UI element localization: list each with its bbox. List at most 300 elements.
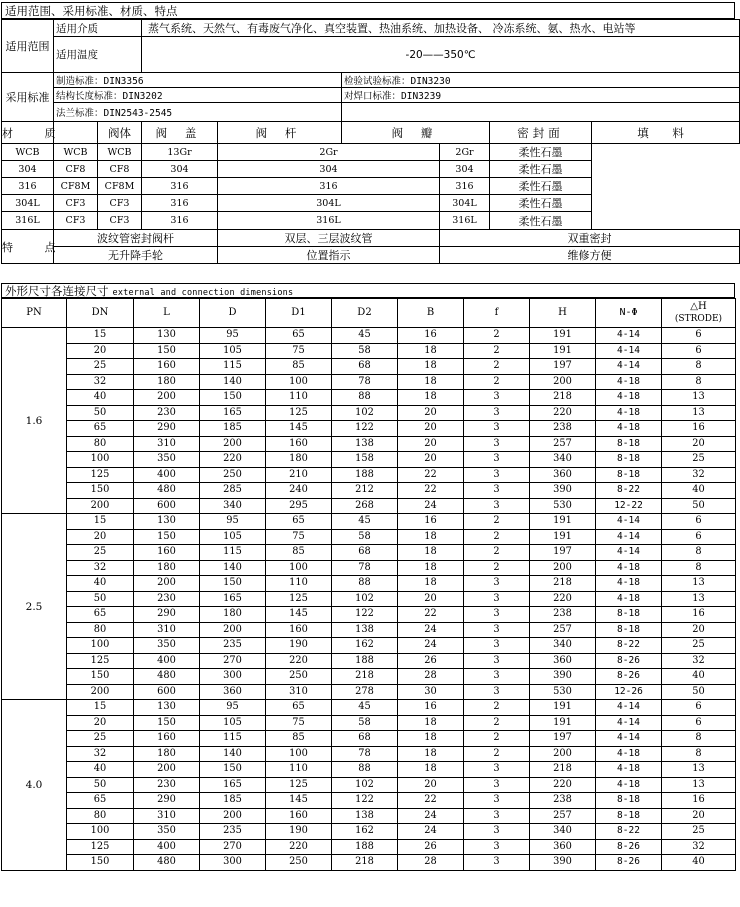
table-cell: 3	[464, 483, 530, 499]
material-cell: 304	[2, 161, 54, 178]
table-cell: 50	[67, 405, 134, 421]
table-cell: 200	[134, 576, 200, 592]
table-cell: 8-18	[596, 436, 662, 452]
table-cell: 400	[134, 839, 200, 855]
table-cell: 3	[464, 855, 530, 871]
table-cell: 310	[134, 808, 200, 824]
table-cell: 4-14	[596, 545, 662, 561]
table-cell: 210	[266, 467, 332, 483]
table-row	[2, 684, 736, 700]
table-cell: 340	[530, 452, 596, 468]
table-row	[2, 498, 736, 514]
table-cell: 18	[398, 390, 464, 406]
table-row	[2, 452, 736, 468]
table-cell: 530	[530, 498, 596, 514]
table-row	[2, 731, 736, 747]
material-cell: 304	[440, 161, 490, 178]
table-cell: 16	[398, 328, 464, 344]
table-cell: 30	[398, 684, 464, 700]
table-cell: 45	[332, 514, 398, 530]
material-cell: 316	[142, 212, 218, 230]
table-row	[2, 529, 736, 545]
table-cell: 12-22	[596, 498, 662, 514]
table-cell: 185	[200, 421, 266, 437]
table-cell: 238	[530, 793, 596, 809]
table-row	[2, 436, 736, 452]
table-cell: 180	[266, 452, 332, 468]
table-cell: 100	[266, 746, 332, 762]
material-row	[2, 144, 740, 161]
table-cell: 230	[134, 405, 200, 421]
table-row	[2, 669, 736, 685]
table-cell: 138	[332, 436, 398, 452]
table-cell: 3	[464, 467, 530, 483]
table-row	[2, 328, 736, 344]
material-cell: CF3	[98, 212, 142, 230]
table-cell: 115	[200, 545, 266, 561]
table-cell: 32	[67, 374, 134, 390]
table-cell: 3	[464, 390, 530, 406]
table-cell: 85	[266, 359, 332, 375]
table-cell: 18	[398, 359, 464, 375]
table-row	[2, 421, 736, 437]
table-cell: 32	[67, 560, 134, 576]
table-cell: 18	[398, 560, 464, 576]
table-cell: 140	[200, 560, 266, 576]
table-cell: 360	[200, 684, 266, 700]
table-cell: 218	[530, 762, 596, 778]
table-cell: 191	[530, 715, 596, 731]
table-row	[2, 824, 736, 840]
table-cell: 200	[134, 390, 200, 406]
col-header: DN	[67, 299, 134, 328]
table-cell: 102	[332, 591, 398, 607]
table-cell: 218	[332, 669, 398, 685]
table-cell: 3	[464, 622, 530, 638]
table-cell: 100	[67, 638, 134, 654]
features-label: 特 点	[2, 230, 54, 264]
table-cell: 3	[464, 684, 530, 700]
material-cell: 304	[142, 161, 218, 178]
table-cell: 140	[200, 746, 266, 762]
table-cell: 2	[464, 746, 530, 762]
table-cell: 85	[266, 731, 332, 747]
table-cell: 40	[662, 669, 736, 685]
table-cell: 200	[200, 808, 266, 824]
table-cell: 40	[662, 855, 736, 871]
table-cell: 2	[464, 700, 530, 716]
table-cell: 257	[530, 436, 596, 452]
table-cell: 360	[530, 839, 596, 855]
pn-cell: 1.6	[2, 328, 67, 514]
table-row	[2, 653, 736, 669]
table-cell: 25	[662, 824, 736, 840]
table-cell: 18	[398, 731, 464, 747]
empty-cell	[342, 103, 740, 122]
material-cell: 316	[142, 178, 218, 195]
table-cell: 20	[67, 715, 134, 731]
table-cell: 150	[67, 855, 134, 871]
table-cell: 350	[134, 638, 200, 654]
table-cell: 3	[464, 777, 530, 793]
table-cell: 65	[266, 700, 332, 716]
specification-table	[1, 19, 740, 264]
table-cell: 4-18	[596, 762, 662, 778]
table-cell: 40	[67, 762, 134, 778]
table-cell: 65	[67, 607, 134, 623]
table-cell: 8-18	[596, 793, 662, 809]
table-cell: 102	[332, 405, 398, 421]
table-row	[2, 762, 736, 778]
table-cell: 3	[464, 638, 530, 654]
table-cell: 13	[662, 762, 736, 778]
table-cell: 8-26	[596, 669, 662, 685]
table-cell: 310	[266, 684, 332, 700]
table-cell: 3	[464, 405, 530, 421]
table-cell: 8-18	[596, 607, 662, 623]
table-cell: 138	[332, 808, 398, 824]
section2-title-cn: 外形尺寸各连接尺寸	[5, 284, 109, 298]
table-cell: 4-18	[596, 421, 662, 437]
table-cell: 13	[662, 390, 736, 406]
table-cell: 218	[332, 855, 398, 871]
table-cell: 20	[67, 343, 134, 359]
table-cell: 4-14	[596, 359, 662, 375]
table-cell: 390	[530, 855, 596, 871]
table-cell: 300	[200, 855, 266, 871]
table-cell: 268	[332, 498, 398, 514]
table-cell: 95	[200, 328, 266, 344]
table-cell: 16	[398, 514, 464, 530]
table-cell: 88	[332, 762, 398, 778]
table-cell: 180	[134, 560, 200, 576]
col-header: D	[200, 299, 266, 328]
table-cell: 105	[200, 343, 266, 359]
table-cell: 390	[530, 669, 596, 685]
table-cell: 18	[398, 576, 464, 592]
table-cell: 40	[662, 483, 736, 499]
table-cell: 50	[67, 591, 134, 607]
table-cell: 150	[134, 529, 200, 545]
standards-label: 采用标准	[2, 73, 54, 122]
material-cell: 316L	[440, 212, 490, 230]
table-cell: 102	[332, 777, 398, 793]
table-cell: 150	[67, 669, 134, 685]
table-cell: 26	[398, 839, 464, 855]
table-cell: 180	[134, 746, 200, 762]
col-header: D2	[332, 299, 398, 328]
table-cell: 145	[266, 421, 332, 437]
table-cell: 4-14	[596, 700, 662, 716]
table-cell: 115	[200, 359, 266, 375]
feature-bellows-stem: 波纹管密封阀杆	[54, 230, 218, 247]
section2-title	[1, 283, 735, 298]
table-cell: 50	[662, 684, 736, 700]
table-cell: 340	[200, 498, 266, 514]
table-cell: 32	[662, 839, 736, 855]
table-cell: 350	[134, 824, 200, 840]
table-row	[2, 591, 736, 607]
table-cell: 360	[530, 653, 596, 669]
table-cell: 110	[266, 390, 332, 406]
table-cell: 197	[530, 731, 596, 747]
table-cell: 360	[530, 467, 596, 483]
table-cell: 270	[200, 839, 266, 855]
table-cell: 15	[67, 700, 134, 716]
table-cell: 150	[134, 343, 200, 359]
table-cell: 197	[530, 545, 596, 561]
material-cell: 柔性石墨	[490, 178, 592, 195]
table-cell: 218	[530, 576, 596, 592]
col-header: f	[464, 299, 530, 328]
table-cell: 2	[464, 343, 530, 359]
table-cell: 28	[398, 669, 464, 685]
table-cell: 125	[266, 777, 332, 793]
table-cell: 24	[398, 824, 464, 840]
table-row	[2, 405, 736, 421]
table-cell: 220	[200, 452, 266, 468]
table-cell: 32	[662, 653, 736, 669]
table-cell: 4-18	[596, 560, 662, 576]
table-cell: 4-14	[596, 731, 662, 747]
table-row	[2, 808, 736, 824]
table-row	[2, 622, 736, 638]
table-cell: 162	[332, 824, 398, 840]
table-cell: 8-18	[596, 808, 662, 824]
table-cell: 20	[662, 808, 736, 824]
table-cell: 16	[662, 607, 736, 623]
table-cell: 8-22	[596, 824, 662, 840]
table-cell: 115	[200, 731, 266, 747]
table-cell: 230	[134, 591, 200, 607]
table-cell: 145	[266, 793, 332, 809]
table-cell: 150	[200, 576, 266, 592]
table-cell: 13	[662, 777, 736, 793]
table-cell: 105	[200, 715, 266, 731]
spacer	[1, 264, 735, 283]
table-cell: 191	[530, 343, 596, 359]
table-cell: 278	[332, 684, 398, 700]
table-cell: 180	[200, 607, 266, 623]
table-cell: 130	[134, 700, 200, 716]
table-cell: 162	[332, 638, 398, 654]
table-cell: 45	[332, 328, 398, 344]
table-cell: 220	[266, 653, 332, 669]
table-cell: 110	[266, 762, 332, 778]
table-cell: 191	[530, 514, 596, 530]
table-cell: 125	[266, 405, 332, 421]
table-cell: 3	[464, 824, 530, 840]
table-cell: 58	[332, 529, 398, 545]
material-row	[2, 212, 740, 230]
material-cell: WCB	[54, 144, 98, 161]
table-cell: 18	[398, 746, 464, 762]
table-row	[2, 514, 736, 530]
table-cell: 200	[200, 622, 266, 638]
table-cell: 2	[464, 374, 530, 390]
table-cell: 20	[662, 622, 736, 638]
table-cell: 230	[134, 777, 200, 793]
temp-value: -20——350℃	[142, 37, 740, 73]
table-cell: 122	[332, 793, 398, 809]
table-cell: 100	[67, 824, 134, 840]
table-cell: 600	[134, 498, 200, 514]
table-cell: 50	[67, 777, 134, 793]
length-standard: 结构长度标准：DIN3202	[54, 88, 342, 103]
dimensions-table	[1, 298, 736, 871]
table-cell: 190	[266, 824, 332, 840]
table-cell: 6	[662, 514, 736, 530]
table-cell: 480	[134, 855, 200, 871]
table-cell: 68	[332, 359, 398, 375]
table-cell: 20	[398, 436, 464, 452]
material-cell: 304L	[218, 195, 440, 212]
table-cell: 80	[67, 808, 134, 824]
material-header-stem: 阀 杆	[218, 122, 342, 144]
table-cell: 8-18	[596, 622, 662, 638]
table-cell: 185	[200, 793, 266, 809]
table-cell: 160	[134, 545, 200, 561]
table-cell: 600	[134, 684, 200, 700]
table-cell: 80	[67, 622, 134, 638]
table-cell: 2	[464, 560, 530, 576]
table-row	[2, 700, 736, 716]
table-row	[2, 793, 736, 809]
table-row	[2, 560, 736, 576]
table-cell: 200	[67, 498, 134, 514]
table-cell: 220	[530, 591, 596, 607]
feature-position-indicator: 位置指示	[218, 247, 440, 264]
material-cell: 316L	[2, 212, 54, 230]
table-cell: 16	[662, 421, 736, 437]
table-cell: 4-18	[596, 374, 662, 390]
butt-weld-standard: 对焊口标准：DIN3239	[342, 88, 740, 103]
material-header-packing: 填 料	[592, 122, 740, 144]
table-row	[2, 746, 736, 762]
table-cell: 140	[200, 374, 266, 390]
table-cell: 3	[464, 452, 530, 468]
material-cell: CF3	[54, 195, 98, 212]
table-cell: 40	[67, 576, 134, 592]
feature-handwheel: 无升降手轮	[54, 247, 218, 264]
table-cell: 25	[662, 452, 736, 468]
table-cell: 8	[662, 374, 736, 390]
table-cell: 50	[662, 498, 736, 514]
table-cell: 8-26	[596, 855, 662, 871]
table-cell: 6	[662, 715, 736, 731]
table-cell: 130	[134, 514, 200, 530]
table-cell: 2	[464, 545, 530, 561]
table-cell: 340	[530, 824, 596, 840]
manufacture-standard: 制造标准：DIN3356	[54, 73, 342, 88]
table-cell: 24	[398, 808, 464, 824]
col-header: H	[530, 299, 596, 328]
table-cell: 200	[530, 560, 596, 576]
table-cell: 3	[464, 607, 530, 623]
table-cell: 200	[530, 746, 596, 762]
table-cell: 22	[398, 467, 464, 483]
medium-value: 蒸气系统、天然气、有毒废气净化、真空装置、热油系统、加热设备、 冷冻系统、氨、热水、电站等	[142, 20, 740, 37]
dimensions-header-row	[2, 299, 736, 328]
feature-double-seal: 双重密封	[440, 230, 740, 247]
table-cell: 3	[464, 591, 530, 607]
table-cell: 20	[398, 405, 464, 421]
table-cell: 20	[398, 452, 464, 468]
table-cell: 28	[398, 855, 464, 871]
table-cell: 8	[662, 545, 736, 561]
table-cell: 4-14	[596, 514, 662, 530]
table-cell: 4-18	[596, 591, 662, 607]
table-cell: 78	[332, 746, 398, 762]
table-cell: 4-18	[596, 390, 662, 406]
table-row	[2, 343, 736, 359]
table-cell: 218	[530, 390, 596, 406]
table-cell: 25	[662, 638, 736, 654]
table-cell: 8	[662, 359, 736, 375]
table-cell: 2	[464, 328, 530, 344]
table-cell: 4-18	[596, 405, 662, 421]
table-row	[2, 839, 736, 855]
table-cell: 197	[530, 359, 596, 375]
table-cell: 290	[134, 607, 200, 623]
table-cell: 190	[266, 638, 332, 654]
table-cell: 18	[398, 545, 464, 561]
table-cell: 8-26	[596, 653, 662, 669]
material-cell: CF8	[98, 161, 142, 178]
table-cell: 95	[200, 700, 266, 716]
material-cell: 316	[142, 195, 218, 212]
table-cell: 188	[332, 839, 398, 855]
table-row	[2, 715, 736, 731]
table-cell: 480	[134, 483, 200, 499]
col-header: D1	[266, 299, 332, 328]
material-cell: 316	[2, 178, 54, 195]
material-cell: CF8M	[54, 178, 98, 195]
material-cell: 304L	[2, 195, 54, 212]
table-cell: 8-22	[596, 638, 662, 654]
feature-bellows-layers: 双层、三层波纹管	[218, 230, 440, 247]
table-cell: 15	[67, 514, 134, 530]
table-cell: 24	[398, 638, 464, 654]
table-cell: 65	[266, 514, 332, 530]
table-cell: 530	[530, 684, 596, 700]
table-cell: 158	[332, 452, 398, 468]
material-cell: 316	[440, 178, 490, 195]
table-row	[2, 855, 736, 871]
table-cell: 240	[266, 483, 332, 499]
table-cell: 125	[266, 591, 332, 607]
table-row	[2, 638, 736, 654]
table-cell: 75	[266, 529, 332, 545]
table-cell: 3	[464, 762, 530, 778]
table-cell: 130	[134, 328, 200, 344]
table-cell: 58	[332, 343, 398, 359]
flange-standard: 法兰标准：DIN2543-2545	[54, 103, 342, 122]
table-cell: 295	[266, 498, 332, 514]
table-cell: 3	[464, 653, 530, 669]
table-cell: 160	[134, 359, 200, 375]
table-cell: 160	[266, 808, 332, 824]
table-cell: 285	[200, 483, 266, 499]
table-cell: 8	[662, 560, 736, 576]
table-cell: 138	[332, 622, 398, 638]
table-cell: 160	[134, 731, 200, 747]
table-cell: 200	[530, 374, 596, 390]
table-row	[2, 545, 736, 561]
table-cell: 13	[662, 405, 736, 421]
material-cell: CF3	[98, 195, 142, 212]
table-cell: 18	[398, 374, 464, 390]
